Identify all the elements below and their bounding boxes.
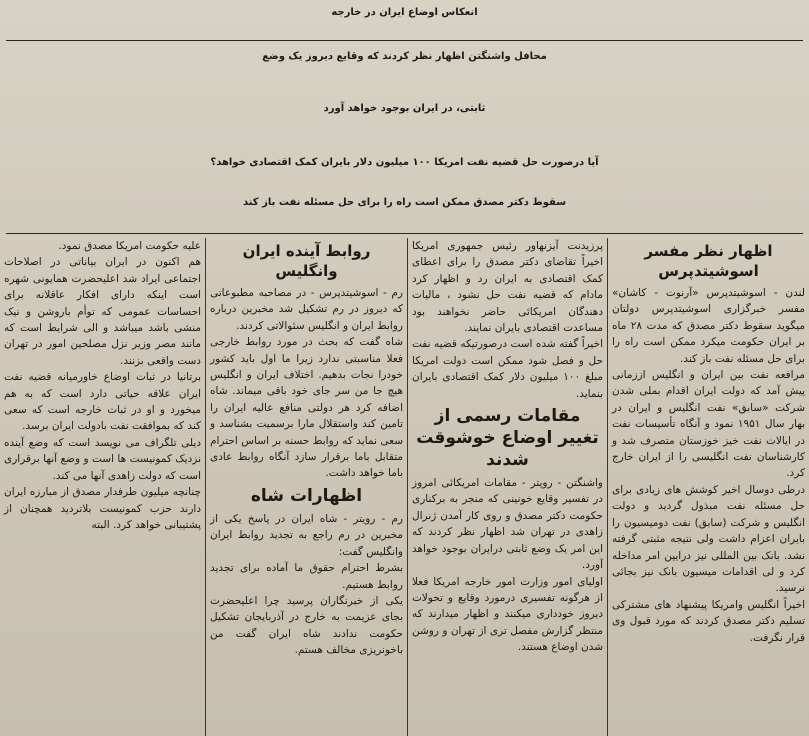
headline-aid-question: آیا درصورت حل قضیه نفت امریکا ۱۰۰ میلیون دلار بایران کمک اقتصادی خواهد؟ (210, 157, 599, 168)
column-iran-britain (205, 238, 407, 736)
article-paragraph: دیلی تلگراف می نویسد است که وضع آینده نزدیک کمونیست ها است و وضع آنها برقراری است که دولت زاهدی آنها می کند. (4, 436, 201, 482)
column-eisenhower (407, 238, 607, 736)
headline-stability: ثابتی، در ایران بوجود خواهد آورد (323, 103, 486, 114)
column-heading: روابط آینده ایران وانگلیس (242, 242, 371, 280)
headline-washington: محافل واشنگتن اظهار نظر کردند که وقایع دیروز یک وضع (262, 51, 547, 62)
article-paragraph: اخیراً گفته شده است درصورتیکه قضیه نفت حل و فصل شود ممکن است دولت امریکا مبلغ ۱۰۰ میلیون دلار کمک اقتصادی بایران بنماید. (412, 338, 603, 400)
article-paragraph: بشرط احترام حقوق ما آماده برای تجدید روابط هستیم. (210, 562, 403, 591)
article-columns (0, 238, 809, 736)
article-paragraph: یکی از خبرنگاران پرسید چرا اعلیحضرت بجای عزیمت به خارج در آذربایجان تشکیل حکومت ندادند شاه ایران گفت من باخونریزی مخالف هستم. (210, 594, 403, 657)
article-paragraph: پرزیدنت آیزنهاور رئیس جمهوری امریکا اخیراً تقاضای دکتر مصدق را برای اعطای کمک اقتصادی به ایران رد و اظهار کرد مادام که قضیه نفت حل نشود ، مالیات دهندگان امریکائی حاضر نخواهند بود مساعدت اقتصادی بایران نمایند. (412, 240, 603, 335)
article-paragraph: برتانیا در ثبات اوضاع خاورمیانه قضیه نفت ایران علاقه حیاتی دارد است که به هم میخورد و او در ثبات خارجه است که سعی کند که بموافقت نفت بادولت ایران برسد. (4, 371, 201, 433)
headline-mossadegh-fall: سقوط دکتر مصدق ممکن است راه را برای حل مسئله نفت باز کند (242, 197, 567, 208)
article-paragraph: رم - اسوشیتدپرس - در مصاحبه مطبوعاتی که دیروز در رم تشکیل شد مخبرین درباره روابط ایران و انگلیس سئوالاتی کردند. (210, 287, 403, 332)
article-paragraph: واشنگتن - رویتر - مقامات امریکائی امروز در تفسیر وقایع خونینی که منجر به برکناری حکومت دکتر مصدق و روی کار آمدن ژنرال زاهدی در تهران شد اظهار نظر کردند که این امر یک وضع ثابتی درایران بوجود خواهد آورد. (412, 477, 603, 572)
column-subheading-shah: اظهارات شاه (250, 485, 363, 506)
divider-top (6, 40, 803, 41)
article-paragraph: درطی دوسال اخیر کوشش های زیادی برای حل مسئله نفت مبذول گردید و دولت انگلیس و شرکت (سابق) نفت دومیسیون را بایران اعزام داشت ولی نتیجه مثبتی گرفته نشد. بانک بین المللی نیز درایین امر مداخله کرد و لی اقدامات میسیون بانک نیز بجائی نرسید. (612, 483, 805, 595)
headline-main: انعکاس اوضاع ایران در خارجه (331, 7, 478, 18)
article-paragraph: شاه گفت که بحث در مورد روابط خارجی فعلا مناسبتی ندارد زیرا ما اول باید کشور خودرا نجات بدهیم. اختلاف ایران و انگلیس هیچ جا من سر جای خود باقی میماند. شاه اضافه کرد هر دولتی منافع عالیه ایران را تامین کند واستقلال مارا برسمیت بشناسد و سعی نماید که روابط حسنه بر اساس احترام متقابل باما برقرار سازد آنگاه روابط عادی باما خواهد داشت. (210, 336, 403, 480)
article-paragraph: چنانچه میلیون طرفدار مصدق از مبارزه ایران دارند حزب کمونیست بلاتردید همچنان از پشتیبانی خواهد کرد. البته (4, 486, 201, 531)
column-heading: اظهار نظر مفسر اسوشیتدپرس (644, 242, 773, 280)
article-paragraph: هم اکنون در ایران بیاناتی در اصلاحات اجتماعی ایراد شد اعلیحضرت همایونی شهره است اینکه دارای افکار عاقلانه برای احساسات عمومی که توأم باروشن و نیک منشی باشد میباشد و الی شرایط است که مانند مصر وزیر نزل مصلحین امور در تهران دست واقعی بزنند. (4, 256, 201, 367)
article-paragraph: مرافعه نفت بین ایران و انگلیس اززمانی پیش آمد که دولت ایران اقدام بملی شدن شرکت «سابق» نفت انگلیس و ایران در بهار سال ۱۹۵۱ نمود و آنگاه تأسیسات نفت در ایالات نفت خیز خوزستان متصرف شد و کارشناسان نفت انگلیسی را از ایران خارج کرد. (612, 369, 805, 480)
article-paragraph: علیه حکومت امریکا مصدق نمود. (58, 240, 201, 252)
article-paragraph: اخیراً انگلیس وامریکا پیشنهاد های مشترکی تسلیم دکتر مصدق کردند که مورد قبول وی قرار نگرفت. (612, 598, 805, 644)
column-press-review (0, 238, 205, 736)
article-paragraph: لندن - اسوشیتدپرس «آرنوت - کاشان» مفسر خبرگزاری اسوشیتدپرس دولتان میگوید سقوط دکتر مصدق که مدت ۲۸ ماه بر ایران حکومت میکرد ممکن است راه را برای حل مسئله نفت باز کند. (612, 287, 805, 365)
divider-headlines (6, 233, 803, 234)
article-paragraph: رم - رویتر - شاه ایران در پاسخ یکی از مخبرین در رم راجع به تجدید روابط ایران وانگلیس گفت: (210, 512, 403, 558)
column-ap-commentary (607, 238, 809, 736)
article-paragraph: اولیای امور وزارت امور خارجه امریکا فعلا از هرگونه تفسیری درمورد وقایع و تحولات دیروز خودداری میکنند و اظهار میدارند که منتظر گزارش مفصل تری از تهران و روشن شدن اوضاع هستند. (412, 575, 603, 654)
column-heading: مقامات رسمی از تغییر اوضاع خوشوقت شدند (416, 406, 599, 471)
